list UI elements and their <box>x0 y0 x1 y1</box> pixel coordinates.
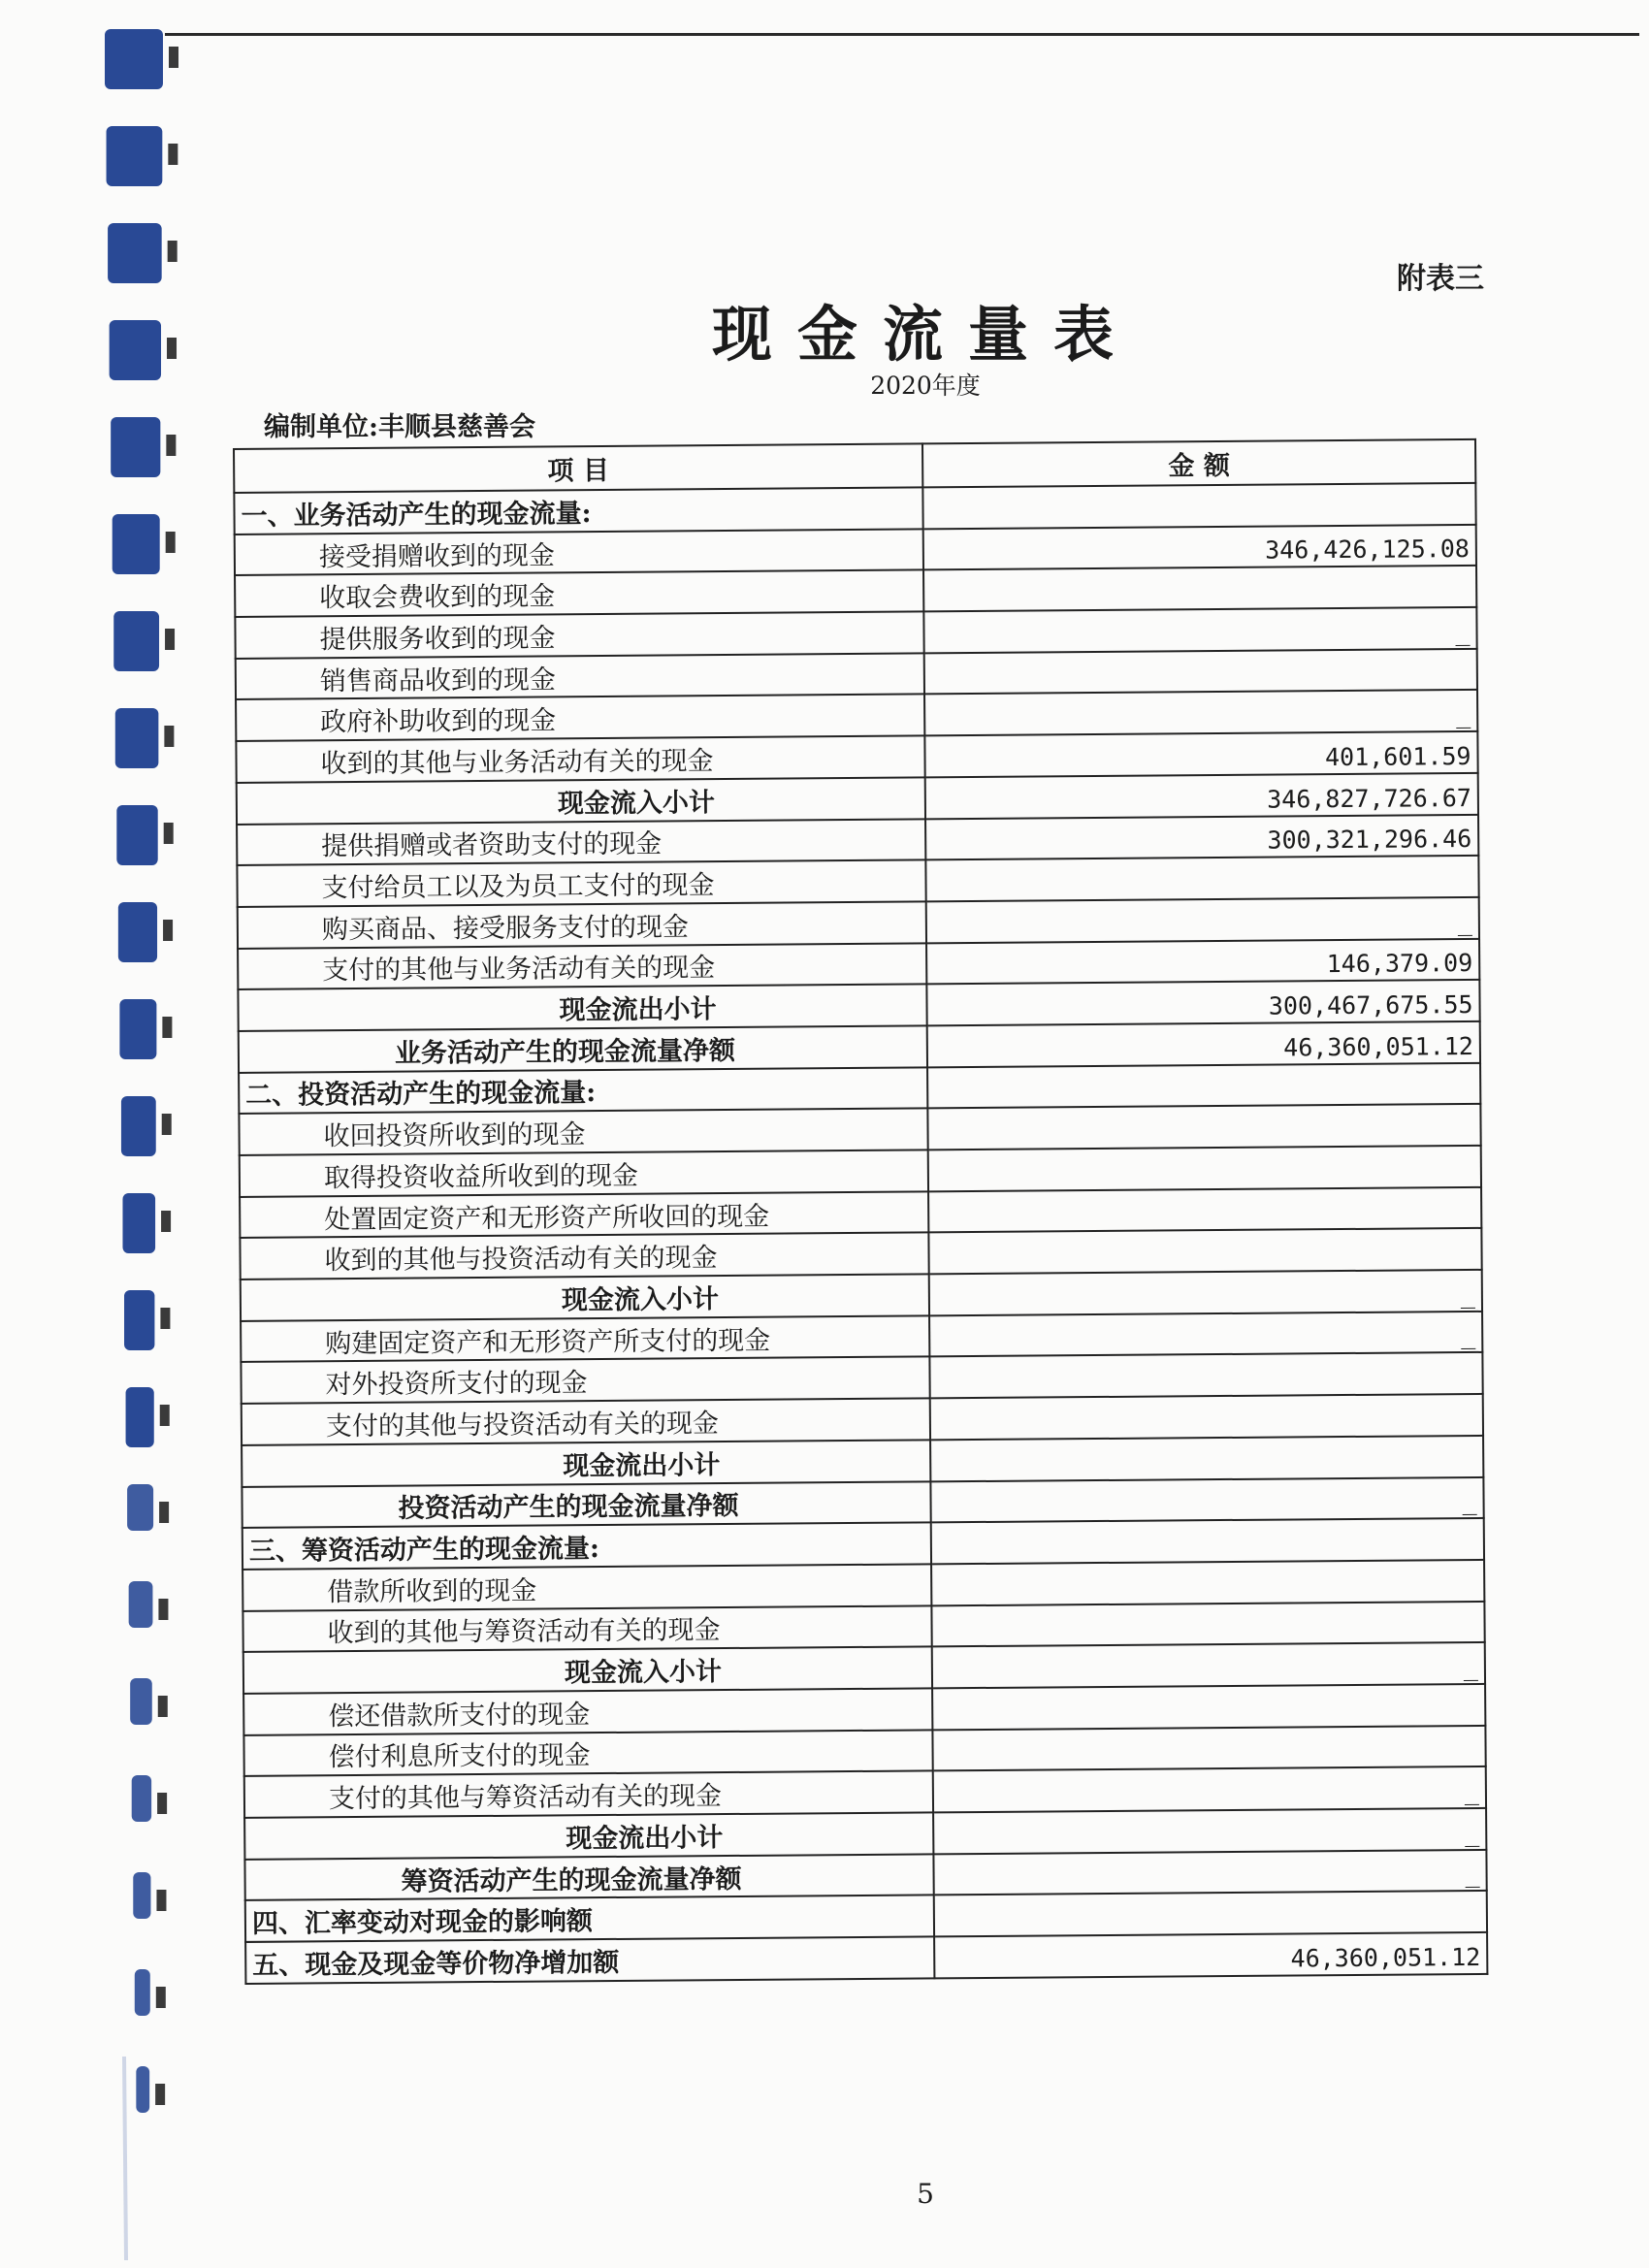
row-label: 提供服务收到的现金 <box>235 611 923 658</box>
report-year: 2020年度 <box>870 372 981 400</box>
binding-hole <box>156 1987 166 2008</box>
row-label: 支付的其他与投资活动有关的现金 <box>242 1399 930 1445</box>
row-label: 借款所收到的现金 <box>242 1564 931 1610</box>
row-label: 销售商品收到的现金 <box>236 653 924 699</box>
row-amount: _ <box>930 1476 1483 1522</box>
row-amount <box>929 1352 1482 1398</box>
binding-hole <box>163 920 173 941</box>
row-amount <box>931 1601 1484 1646</box>
row-label: 对外投资所支付的现金 <box>241 1357 929 1404</box>
page-title: 现金流量表 <box>711 299 1139 370</box>
row-label: 支付的其他与筹资活动有关的现金 <box>244 1771 933 1818</box>
row-amount <box>924 649 1477 695</box>
row-label: 五、现金及现金等价物净增加额 <box>245 1936 934 1983</box>
binding-ring <box>124 1290 154 1350</box>
binding-ring <box>118 902 157 962</box>
row-label: 偿还借款所支付的现金 <box>243 1688 932 1734</box>
binding-ring <box>115 708 159 768</box>
binding-hole <box>168 241 178 262</box>
row-label: 现金流入小计 <box>237 777 925 824</box>
row-label: 取得投资收益所收到的现金 <box>240 1150 928 1196</box>
row-label: 购买商品、接受服务支付的现金 <box>238 901 926 948</box>
binding-hole <box>160 1308 170 1329</box>
row-amount: 46,360,051.12 <box>927 1021 1480 1067</box>
binding-ring <box>126 1387 154 1447</box>
row-label: 政府补助收到的现金 <box>236 695 924 741</box>
row-amount: _ <box>929 1312 1482 1357</box>
row-label: 收到的其他与投资活动有关的现金 <box>240 1233 928 1280</box>
binding-ring <box>111 417 160 477</box>
row-amount <box>931 1560 1484 1605</box>
row-label: 购建固定资产和无形资产所支付的现金 <box>241 1315 929 1362</box>
binding-ring <box>108 223 162 283</box>
row-amount: 300,321,296.46 <box>925 814 1478 859</box>
row-amount <box>923 566 1476 611</box>
binding-hole <box>155 2084 165 2105</box>
row-label: 投资活动产生的现金流量净额 <box>242 1481 930 1528</box>
column-header-amount: 金 额 <box>922 439 1475 487</box>
row-label: 支付给员工以及为员工支付的现金 <box>237 860 925 907</box>
annex-label: 附表三 <box>1397 262 1484 296</box>
binding-hole <box>160 1405 170 1426</box>
binding-hole <box>161 1211 171 1232</box>
row-amount <box>932 1684 1485 1730</box>
row-label: 处置固定资产和无形资产所收回的现金 <box>240 1191 928 1238</box>
row-label: 收到的其他与筹资活动有关的现金 <box>242 1605 931 1652</box>
binding-hole <box>169 47 178 68</box>
binding-ring <box>132 1775 151 1822</box>
row-label: 收到的其他与业务活动有关的现金 <box>236 736 924 783</box>
row-amount: _ <box>933 1850 1486 1895</box>
row-label: 接受捐赠收到的现金 <box>235 529 923 575</box>
row-label: 现金流出小计 <box>242 1440 930 1486</box>
binding-hole <box>159 1502 169 1523</box>
row-amount <box>932 1726 1485 1771</box>
row-label: 收回投资所收到的现金 <box>239 1109 927 1155</box>
binding-hole <box>157 1793 167 1814</box>
row-label: 偿付利息所支付的现金 <box>243 1730 932 1776</box>
row-label: 二、投资活动产生的现金流量: <box>239 1067 927 1114</box>
row-amount <box>930 1394 1483 1440</box>
row-label: 三、筹资活动产生的现金流量: <box>242 1523 931 1570</box>
cash-flow-table <box>233 438 1488 1985</box>
row-amount <box>927 1104 1480 1150</box>
binding-hole <box>162 1114 172 1135</box>
row-amount: 300,467,675.55 <box>926 980 1479 1025</box>
row-amount <box>922 483 1475 529</box>
binding-ring <box>136 2066 149 2113</box>
row-amount: _ <box>933 1808 1486 1854</box>
binding-hole <box>168 144 178 165</box>
binding-ring <box>113 611 159 671</box>
row-amount <box>927 1063 1480 1109</box>
row-amount: _ <box>929 1270 1482 1315</box>
row-amount: 346,827,726.67 <box>925 773 1478 819</box>
binding-ring <box>119 999 156 1059</box>
binding-hole <box>162 1017 172 1038</box>
row-amount <box>930 1436 1483 1481</box>
row-label: 一、业务活动产生的现金流量: <box>234 487 922 534</box>
row-amount: _ <box>924 690 1477 735</box>
table-row <box>245 1932 1487 1984</box>
row-amount: _ <box>932 1642 1485 1688</box>
row-amount: _ <box>923 607 1476 653</box>
row-amount: 401,601.59 <box>924 731 1477 777</box>
binding-ring <box>135 1969 150 2016</box>
preparing-unit: 编制单位:丰顺县慈善会 <box>264 412 535 442</box>
row-label: 现金流入小计 <box>243 1647 932 1694</box>
binding-hole <box>164 823 174 844</box>
binding-ring <box>105 29 163 89</box>
row-amount <box>928 1228 1481 1274</box>
binding-hole <box>166 435 176 456</box>
binding-ring <box>127 1484 153 1531</box>
row-amount: 346,426,125.08 <box>923 525 1476 570</box>
binding-ring <box>107 126 163 186</box>
row-label: 提供捐赠或者资助支付的现金 <box>237 819 925 865</box>
binding-ring <box>130 1678 152 1725</box>
binding-ring <box>122 1193 155 1253</box>
binding-hole <box>156 1890 166 1911</box>
binding-hole <box>158 1599 168 1620</box>
row-amount: _ <box>933 1766 1486 1812</box>
row-amount <box>925 856 1478 901</box>
row-label: 现金流出小计 <box>244 1812 933 1859</box>
row-label: 筹资活动产生的现金流量净额 <box>244 1854 933 1900</box>
row-label: 现金流出小计 <box>238 985 926 1031</box>
row-label: 收取会费收到的现金 <box>235 570 923 617</box>
row-label: 四、汇率变动对现金的影响额 <box>245 1895 934 1942</box>
row-amount: 46,360,051.12 <box>934 1932 1487 1978</box>
binding-ring <box>113 514 160 574</box>
row-amount <box>934 1891 1487 1936</box>
binding-hole <box>165 629 175 650</box>
row-amount <box>931 1518 1484 1564</box>
row-amount: _ <box>926 897 1479 943</box>
row-label: 支付的其他与业务活动有关的现金 <box>238 943 926 989</box>
row-label: 业务活动产生的现金流量净额 <box>239 1025 927 1072</box>
page-number: 5 <box>917 2178 934 2210</box>
binding-hole <box>164 726 174 747</box>
binding-hole <box>166 532 176 553</box>
row-label: 现金流入小计 <box>241 1274 929 1320</box>
binding-ring <box>121 1096 156 1156</box>
binding-ring <box>129 1581 153 1628</box>
column-header-item: 项 目 <box>234 443 922 493</box>
binding-ring <box>133 1872 150 1919</box>
binding-ring <box>116 805 157 865</box>
binding-spine <box>124 2057 126 2260</box>
top-edge-rule <box>165 33 1639 36</box>
binding-hole <box>158 1696 168 1717</box>
row-amount <box>928 1187 1481 1233</box>
row-amount <box>928 1146 1481 1191</box>
row-amount: 146,379.09 <box>926 938 1479 984</box>
